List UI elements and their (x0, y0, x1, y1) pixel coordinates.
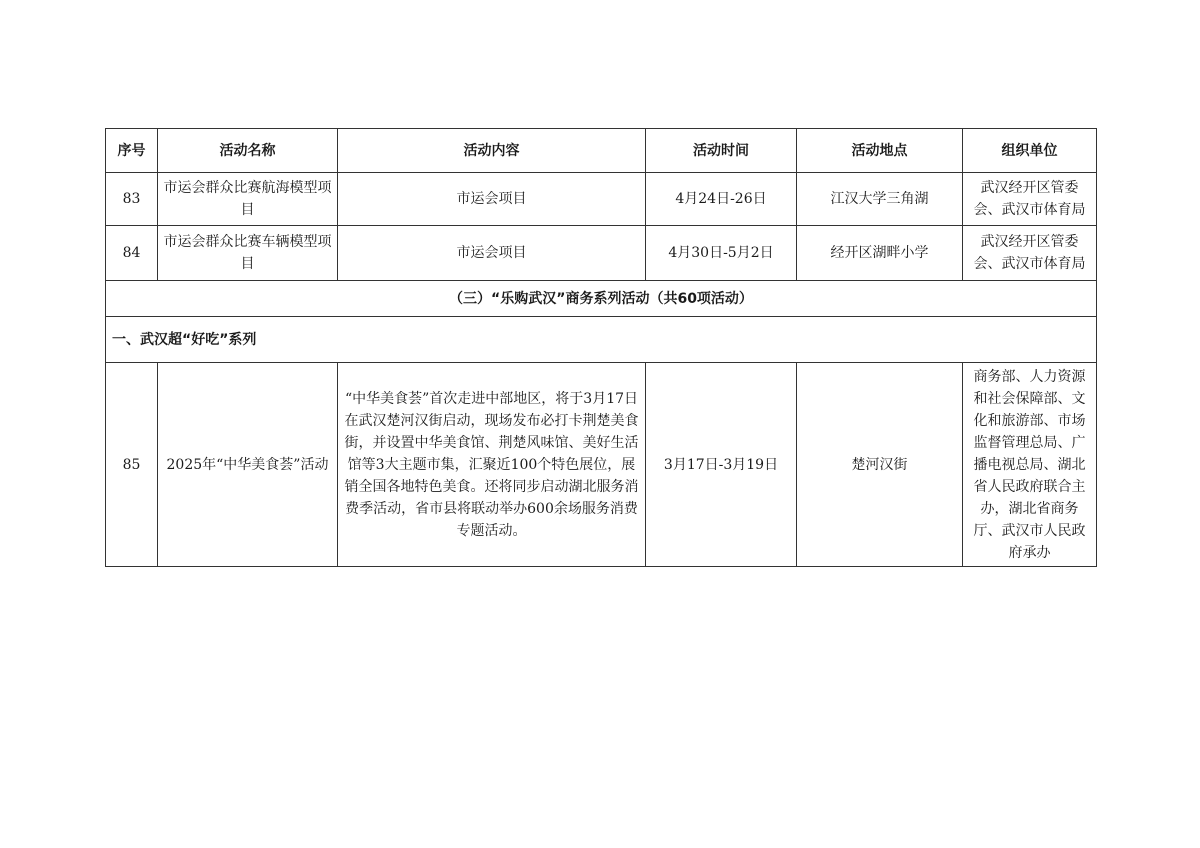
row-no: 84 (106, 226, 158, 281)
row-content: 市运会项目 (338, 173, 646, 226)
row-content: 市运会项目 (338, 226, 646, 281)
row-place: 江汉大学三角湖 (797, 173, 963, 226)
header-no: 序号 (106, 129, 158, 173)
row-name: 市运会群众比赛车辆模型项目 (158, 226, 338, 281)
table-row (106, 173, 1097, 226)
subsection-title: 一、武汉超“好吃”系列 (106, 317, 1097, 363)
row-name: 市运会群众比赛航海模型项目 (158, 173, 338, 226)
subsection-row (106, 317, 1097, 363)
table-row (106, 363, 1097, 567)
row-org: 武汉经开区管委会、武汉市体育局 (963, 226, 1097, 281)
row-time: 4月24日-26日 (646, 173, 797, 226)
row-time: 4月30日-5月2日 (646, 226, 797, 281)
section-row (106, 281, 1097, 317)
row-place: 经开区湖畔小学 (797, 226, 963, 281)
row-org: 武汉经开区管委会、武汉市体育局 (963, 173, 1097, 226)
row-no: 83 (106, 173, 158, 226)
row-no: 85 (106, 363, 158, 567)
table-header-row (106, 129, 1097, 173)
header-time: 活动时间 (646, 129, 797, 173)
header-place: 活动地点 (797, 129, 963, 173)
row-time: 3月17日-3月19日 (646, 363, 797, 567)
activity-table (105, 128, 1097, 567)
row-org: 商务部、人力资源和社会保障部、文化和旅游部、市场监督管理总局、广播电视总局、湖北省人民政府联合主办，湖北省商务厅、武汉市人民政府承办 (963, 363, 1097, 567)
header-org: 组织单位 (963, 129, 1097, 173)
header-name: 活动名称 (158, 129, 338, 173)
row-name: 2025年“中华美食荟”活动 (158, 363, 338, 567)
table-row (106, 226, 1097, 281)
row-place: 楚河汉街 (797, 363, 963, 567)
section-title: （三）“乐购武汉”商务系列活动（共60项活动） (106, 281, 1097, 317)
header-content: 活动内容 (338, 129, 646, 173)
row-content: “中华美食荟”首次走进中部地区，将于3月17日在武汉楚河汉街启动，现场发布必打卡荆楚美食街，并设置中华美食馆、荆楚风味馆、美好生活馆等3大主题市集，汇聚近100个特色展位，展销全国各地特色美食。还将同步启动湖北服务消费季活动，省市县将联动举办600余场服务消费专题活动。 (338, 363, 646, 567)
